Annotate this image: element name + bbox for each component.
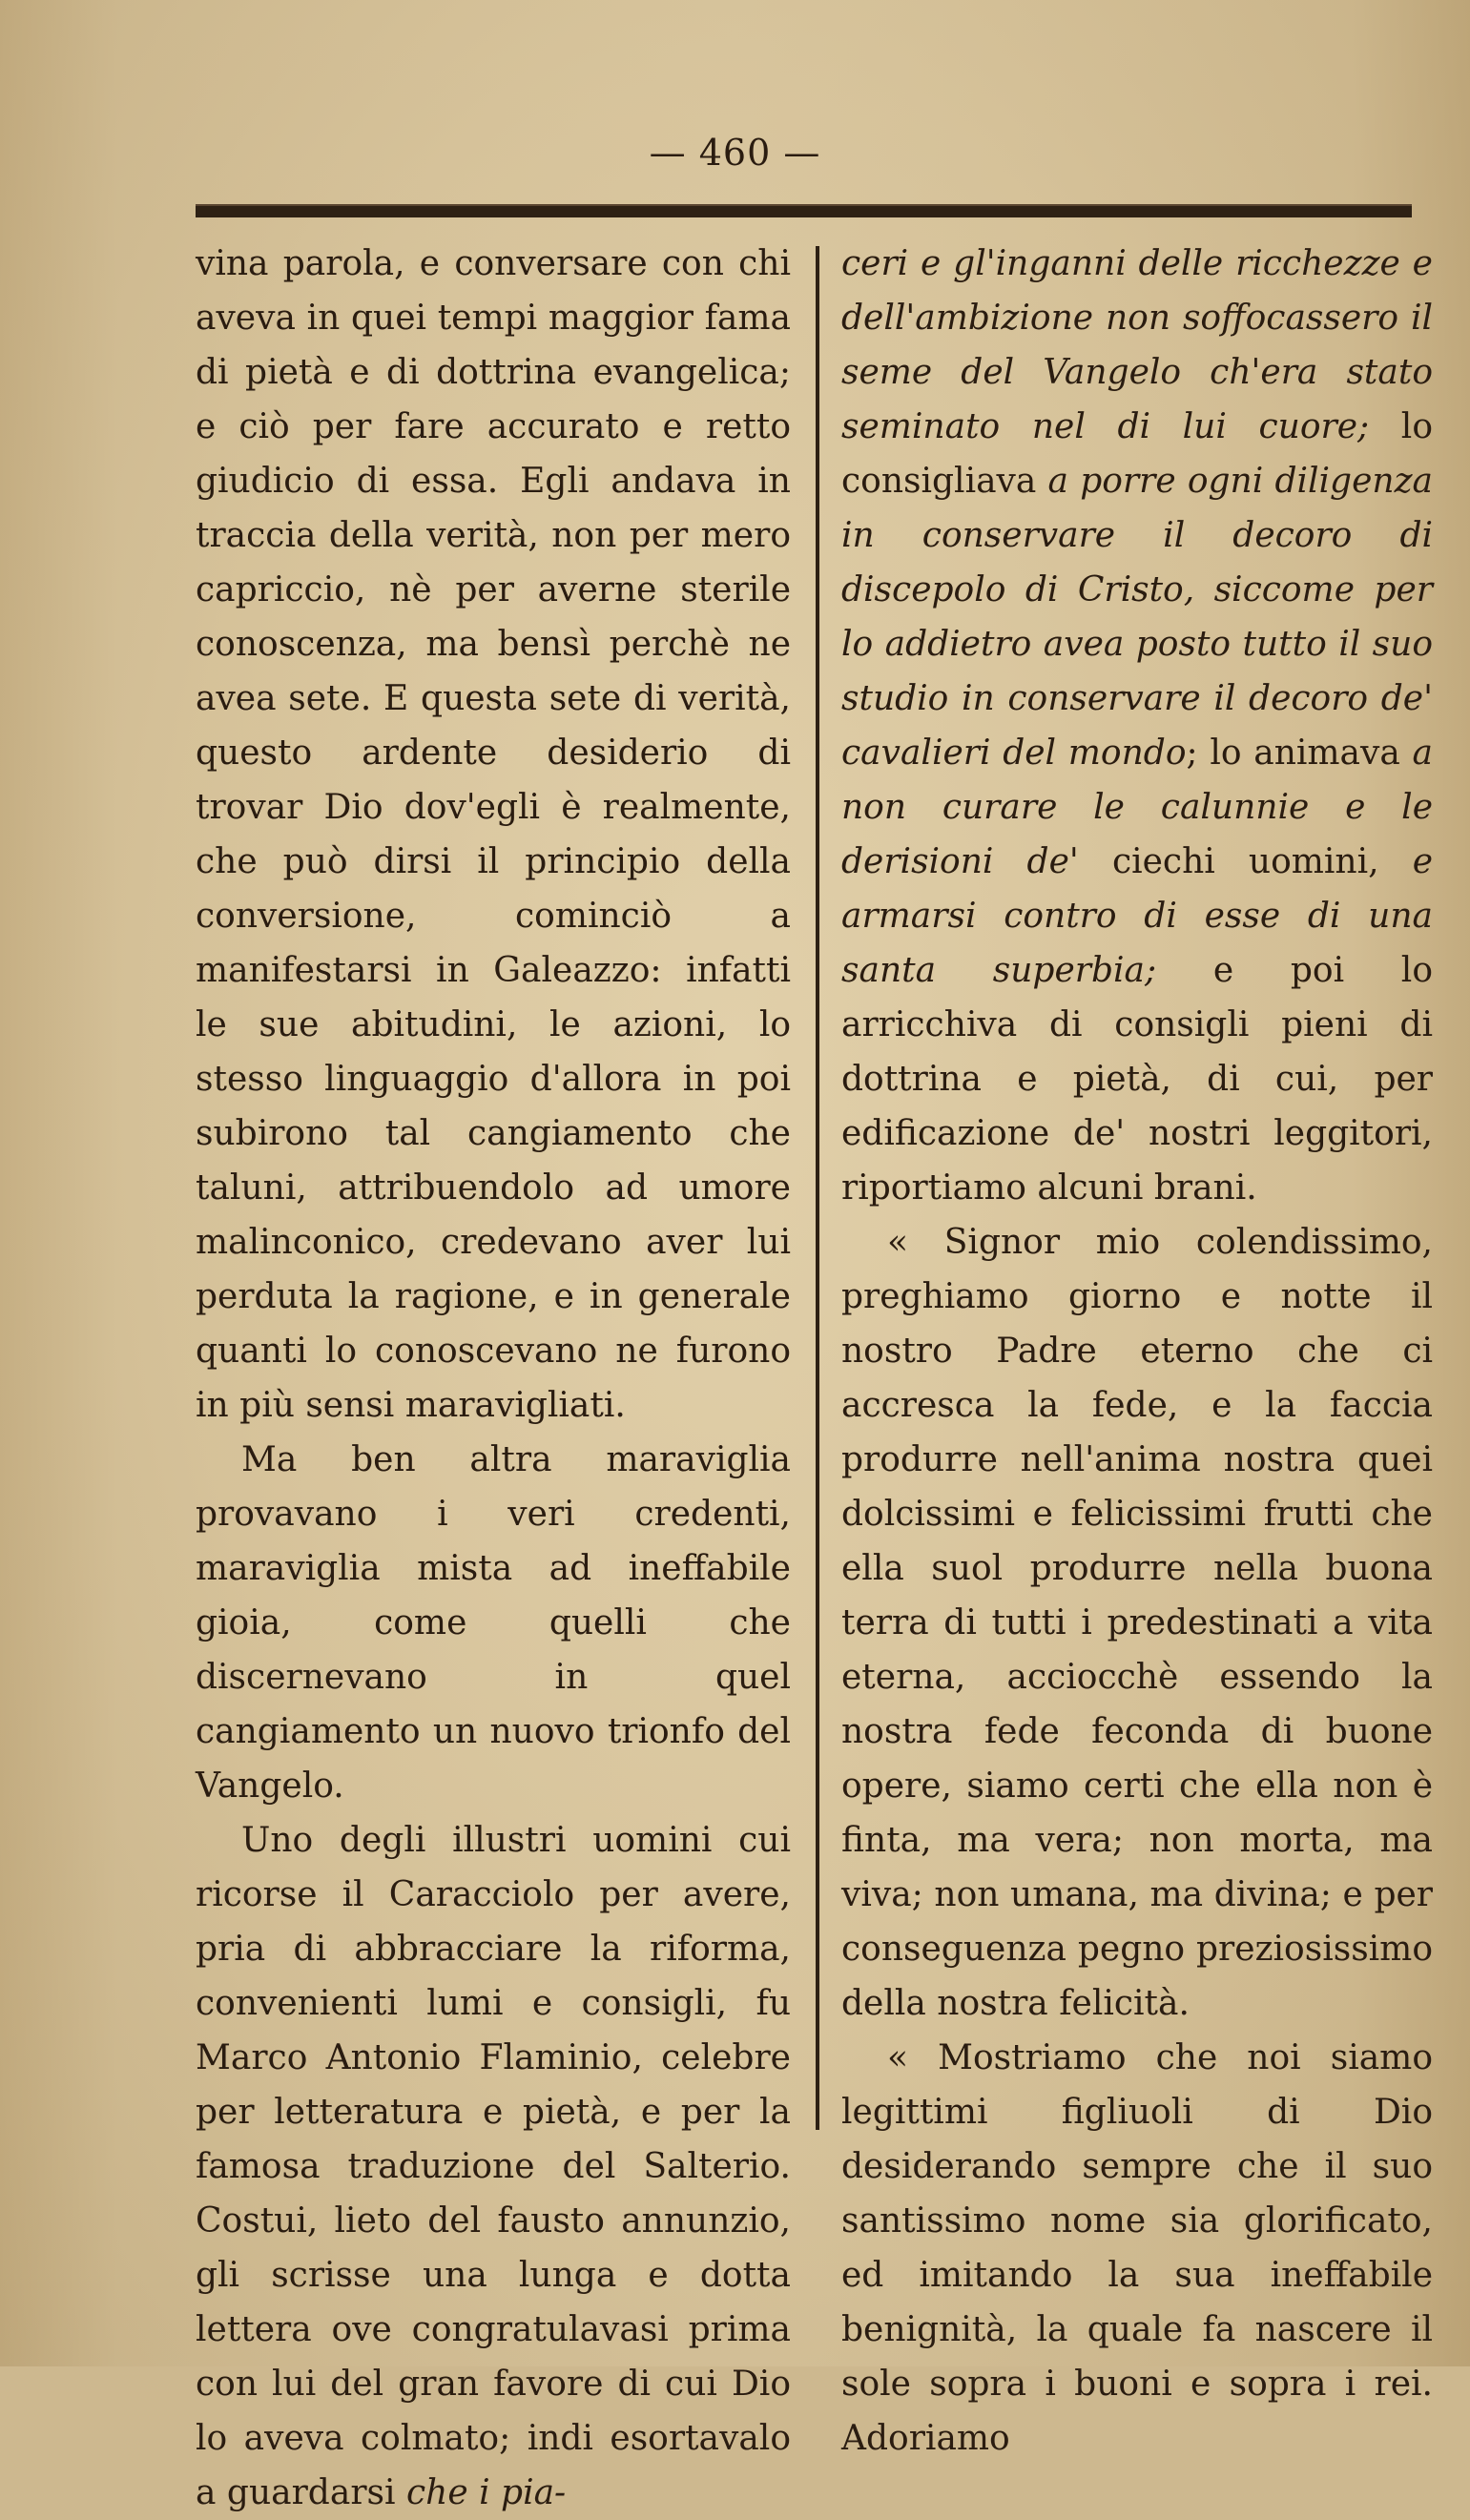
right-paragraph-1 <box>841 237 1433 1215</box>
text-span-2: lo consigliava <box>841 407 1433 501</box>
quote-span-3: a porre ogni diligenza in conservare il decoro di discepolo di Cristo, siccome per lo addietro avea posto tutto il suo studio in conservare il decoro de' cavalieri del mondo <box>841 462 1433 773</box>
right-column <box>841 237 1433 2466</box>
header-rule <box>196 204 1412 217</box>
text-span-8: e poi lo arricchiva di consigli pieni di dottrina e pietà, di cui, per edificazione de' nostri leggitori, riportiamo alcuni brani. <box>841 951 1433 1208</box>
right-paragraph-3: « Mostriamo che noi siamo legittimi figliuoli di Dio desiderando sempre che il suo santissimo nome sia glorificato, ed imitando la sua ineffabile benignità, la quale fa nascere il sole sopra i buoni e sopra i rei. Adoriamo <box>841 2038 1433 2458</box>
page-number: — 460 — <box>649 132 821 174</box>
left-paragraph-1: vina parola, e conversare con chi aveva in quei tempi maggior fama di pietà e di dottrina evangelica; e ciò per fare accurato e retto giudicio di essa. Egli andava in traccia della verità, non per mero capriccio, nè per averne sterile conoscenza, ma bensì perchè ne avea sete. E questa sete di verità, questo ardente desiderio di trovar Dio dov'egli è realmente, che può dirsi il principio della conversione, cominciò a manifestarsi in Galeazzo: infatti le sue abitudini, le azioni, lo stesso linguaggio d'allora in poi subirono tal cangiamento che taluni, attribuendolo ad umore malinconico, credevano aver lui perduta la ragione, e in generale quanti lo conoscevano ne furono in più sensi maravigliati. <box>196 244 791 1425</box>
right-paragraph-2: « Signor mio colendissimo, preghiamo giorno e notte il nostro Padre eterno che ci accresca la fede, e la faccia produrre nell'anima nostra quei dolcissimi e felicissimi frutti che ella suol produrre nella buona terra di tutti i predestinati a vita eterna, acciocchè essendo la nostra fede feconda di buone opere, siamo certi che ella non è finta, ma vera; non morta, ma viva; non umana, ma divina; e per conseguenza pegno preziosissimo della nostra felicità. <box>841 1223 1433 2023</box>
left-paragraph-3 <box>196 1813 791 2520</box>
left-paragraph-3-italic: che i pia- <box>405 2473 567 2512</box>
quote-span-1: ceri e gl'inganni delle ricchezze e dell'ambizione non soffocassero il seme del Vangelo ch'era stato seminato nel di lui cuore; <box>841 244 1433 446</box>
left-paragraph-3-text: Uno degli illustri uomini cui ricorse il Caracciolo per avere, pria di abbracciare la riforma, convenienti lumi e consigli, fu Marco Antonio Flaminio, celebre per letteratura e pietà, e per la famosa traduzione del Salterio. Costui, lieto del fausto annunzio, gli scrisse una lunga e dotta lettera ove congratulavasi prima con lui del gran favore di cui Dio lo aveva colmato; indi esortavalo a guardarsi <box>196 1821 791 2512</box>
quote-span-5: a non curare le calunnie e le derisioni de' <box>841 733 1433 881</box>
left-paragraph-2: Ma ben altra maraviglia provavano i veri credenti, maraviglia mista ad ineffabile gioia, come quelli che discernevano in quel cangiamento un nuovo trionfo del Vangelo. <box>196 1440 791 1806</box>
text-span-4: ; lo animava <box>1186 733 1413 773</box>
quote-span-7: e armarsi contro di esse di una santa superbia; <box>841 842 1433 990</box>
column-divider <box>816 246 819 2130</box>
left-column <box>196 237 791 2520</box>
text-span-6: ciechi uomini, <box>1078 842 1413 881</box>
